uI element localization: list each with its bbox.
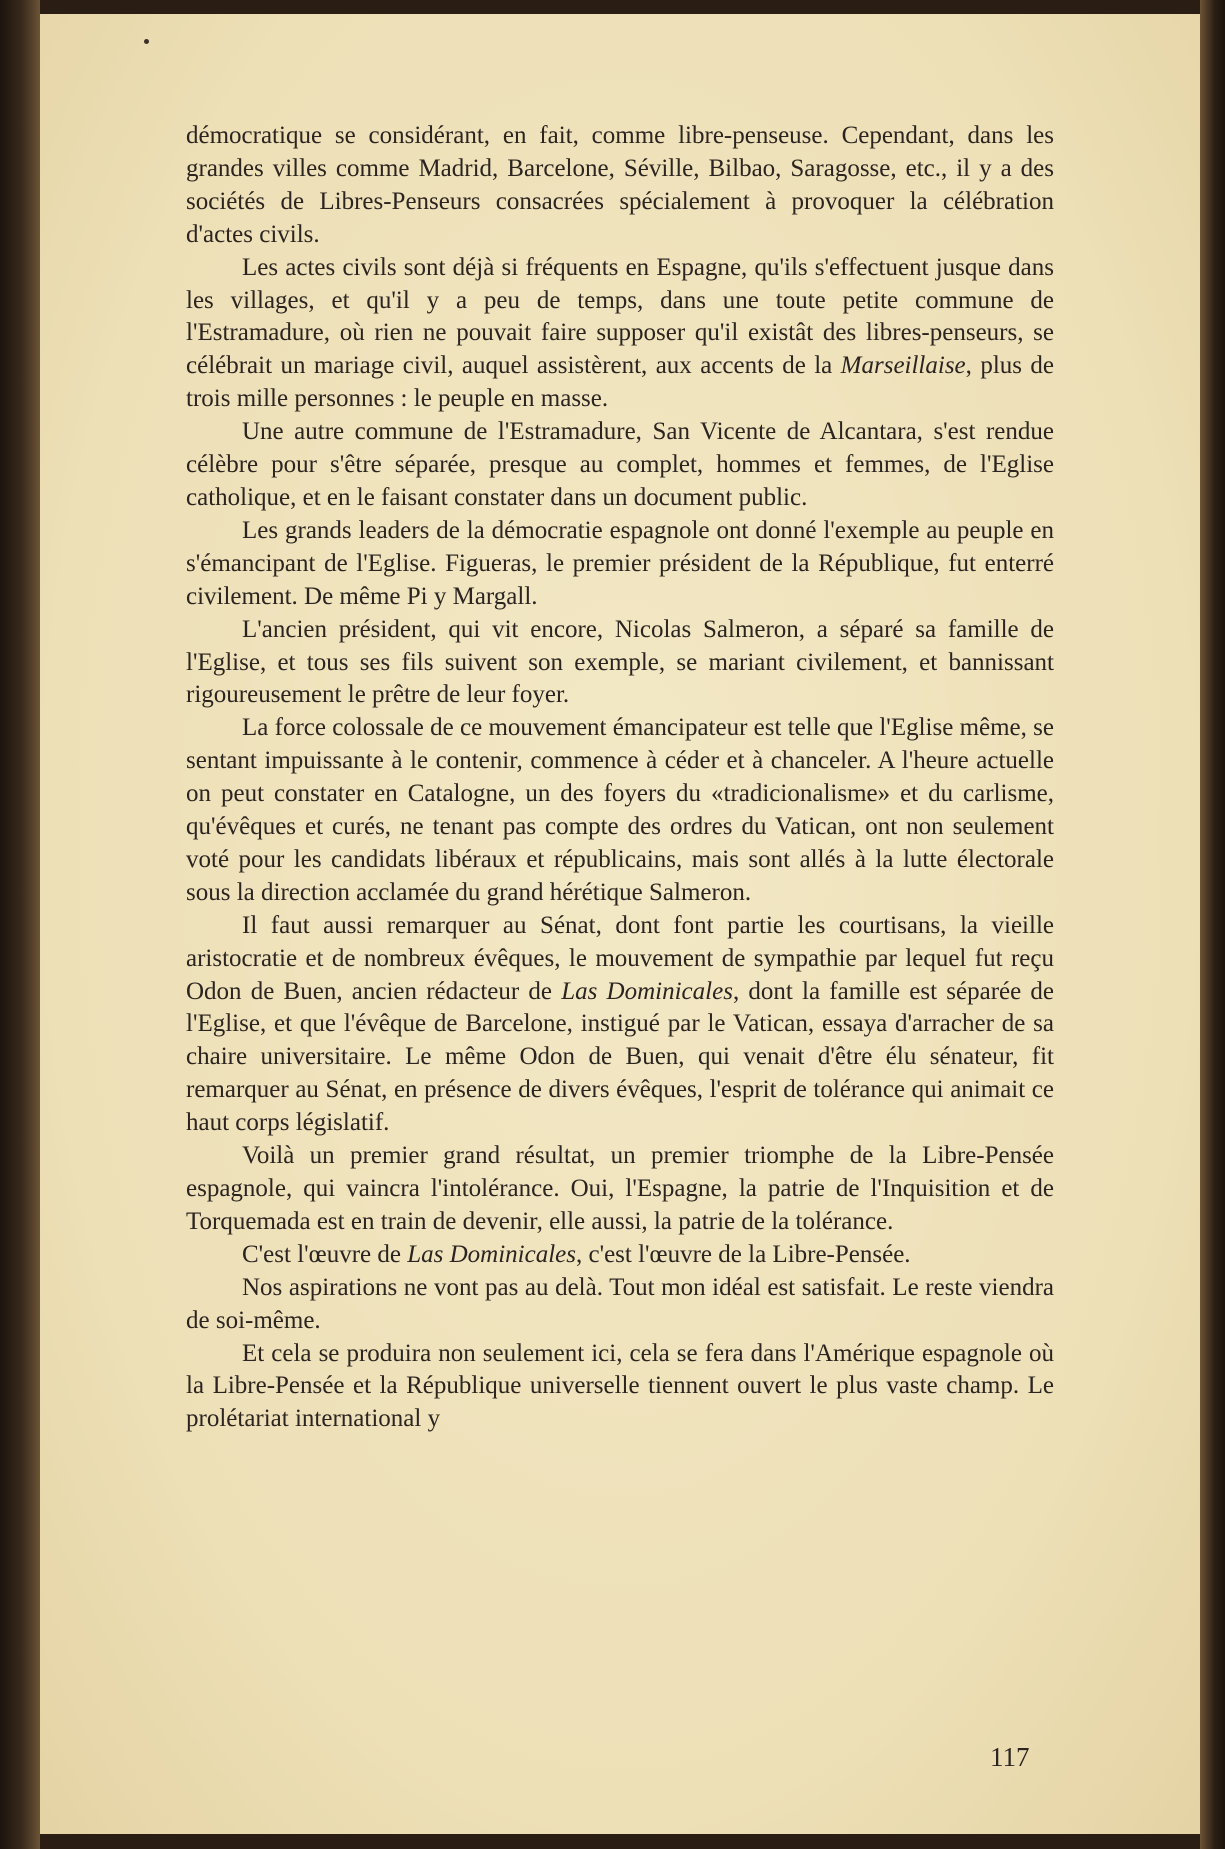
paragraph-8: Voilà un premier grand résultat, un premier triomphe de la Libre-Pensée espagnole, qui vaincra l'intolérance. Oui, l'Espagne, la patrie de l'Inquisition et de Torquemada est en train de devenir, elle aussi, la patrie de la tolérance. <box>186 1142 1054 1235</box>
paragraph-11: Et cela se produira non seulement ici, cela se fera dans l'Amérique espagnole où la Libre-Pensée et la République universelle tiennent ouvert le plus vaste champ. Le prolétariat international y <box>186 1339 1054 1433</box>
paragraph-6: La force colossale de ce mouvement émancipateur est telle que l'Eglise même, se sentant impuissante à le contenir, commence à céder et à chanceler. A l'heure actuelle on peut constater en Catalogne, un des foyers du «tradicionalisme» et du carlisme, qu'évêques et curés, ne tenant pas compte des ordres du Vatican, ont non seulement voté pour les candidats libéraux et républicains, mais sont allés à la lutte électorale sous la direction acclamée du grand hérétique Salmeron. <box>186 714 1054 906</box>
italic-title: Las Dominicales <box>561 977 733 1005</box>
italic-title: Marseillaise <box>840 352 966 380</box>
page-number: 117 <box>990 1742 1030 1772</box>
paragraph-1: démocratique se considérant, en fait, comme libre-penseuse. Cependant, dans les grandes villes comme Madrid, Barcelone, Séville, Bilbao, Saragosse, etc., il y a des sociétés de Libres-Penseurs consacrées spécialement à provoquer la célébration d'actes civils. <box>186 122 1054 248</box>
book-gutter <box>0 0 40 1849</box>
paragraph-10: Nos aspirations ne vont pas au delà. Tout mon idéal est satisfait. Le reste viendra de soi-même. <box>186 1273 1054 1334</box>
paragraph-3: Une autre commune de l'Estramadure, San Vicente de Alcantara, s'est rendue célèbre pour s'être séparée, presque au complet, hommes et femmes, de l'Eglise catholique, et en le faisant constater dans un document public. <box>186 418 1054 511</box>
page-right-edge <box>1200 0 1225 1849</box>
paragraph-2: Les actes civils sont déjà si fréquents en Espagne, qu'ils s'effectuent jusque dans les villages, et qu'il y a peu de temps, dans une toute petite commune de l'Estramadure, où rien ne pouvait faire supposer qu'il existât des libres-penseurs, se célébrait un mariage civil, auquel assistèrent, aux accents de la Marseillaise, plus de trois mille personnes : le peuple en masse. <box>186 253 1054 413</box>
italic-title: Las Dominicales <box>407 1240 576 1268</box>
page-body <box>186 120 1054 1436</box>
paragraph-4: Les grands leaders de la démocratie espagnole ont donné l'exemple au peuple en s'émancipant de l'Eglise. Figueras, le premier président de la République, fut enterré civilement. De même Pi y Margall. <box>186 516 1054 610</box>
paragraph-5: L'ancien président, qui vit encore, Nicolas Salmeron, a séparé sa famille de l'Eglise, et tous ses fils suivent son exemple, se mariant civilement, et bannissant rigoureusement le prêtre de leur foyer. <box>186 615 1054 709</box>
paragraph-7: Il faut aussi remarquer au Sénat, dont font partie les courtisans, la vieille aristocratie et de nombreux évêques, le mouvement de sympathie par lequel fut reçu Odon de Buen, ancien rédacteur de Las Dominicales, dont la famille est séparée de l'Eglise, et que l'évêque de Barcelone, instigué par le Vatican, essaya d'arracher de sa chaire universitaire. Le même Odon de Buen, qui venait d'être élu sénateur, fit remarquer au Sénat, en présence de divers évêques, l'esprit de tolérance qui animait ce haut corps législatif. <box>186 911 1055 1137</box>
paragraph-9: C'est l'œuvre de Las Dominicales, c'est l'œuvre de la Libre-Pensée. <box>242 1240 911 1268</box>
ink-speck <box>144 39 149 44</box>
